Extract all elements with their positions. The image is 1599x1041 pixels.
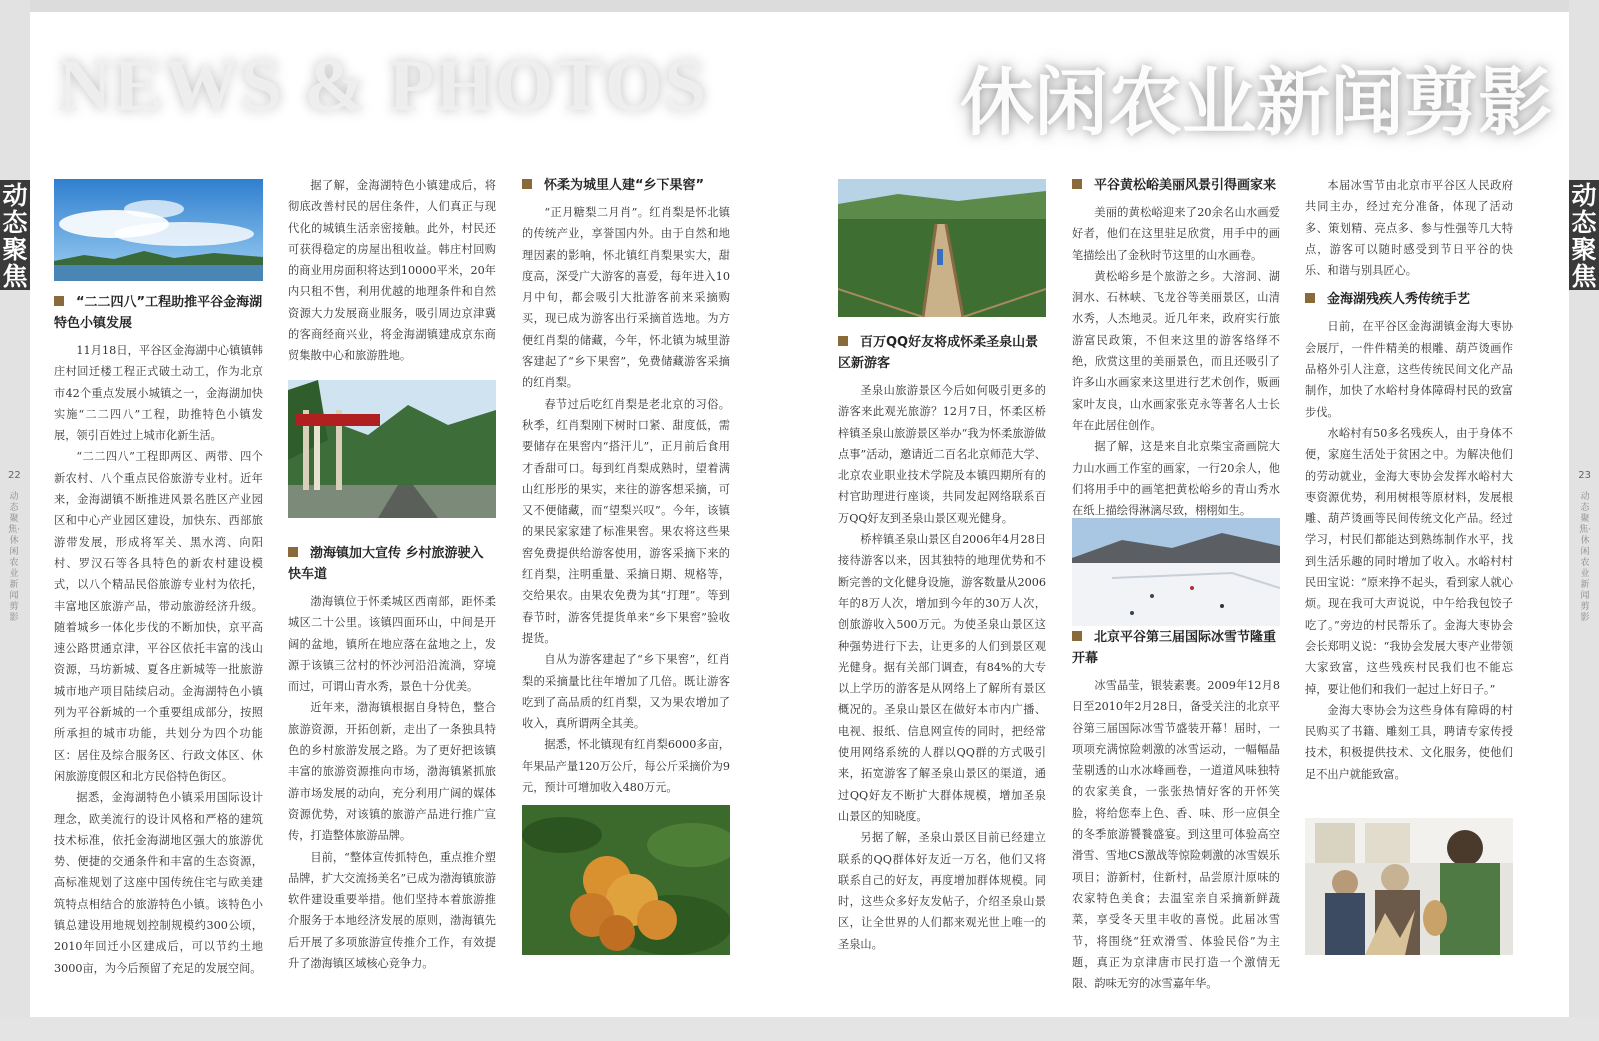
article-paragraph: 日前，在平谷区金海湖镇金海大枣协会展厅，一件件精美的根雕、葫芦烫画作品格外引人注意，这些传统民间文化产品制作，加快了水峪村身体障碍村民的致富步伐。 xyxy=(1305,320,1513,419)
article-paragraph: 桥梓镇圣泉山景区自2006年4月28日接待游客以来，因其独特的地理优势和不断完善的文化健身设施，游客数量从2006年的8万人次，增加到今年的30万人次，创旅游收入500万元。为使圣泉山景区这种强势进行下去，让更多的人们到景区观光健身。据有关部门调查，有84%的大专以上学历的游客是从网络上了解所有景区概况的。圣泉山景区在做好本市内广播、电视、报纸、信息网宣传的同时，把经常使用网络系统的人群以QQ群的方式吸引来，拓宽游客了解圣泉山景区的渠道，通过QQ好友不断扩大群体规模，增加圣泉山景区的知晓度。 xyxy=(838,533,1046,823)
article-paragraph: 自从为游客建起了“乡下果窖”，红肖梨的采摘量比往年增加了几倍。既让游客吃到了高品质的红肖梨，又为果农增加了收入，真所谓两全其美。 xyxy=(522,653,730,731)
article-paragraph: 本届冰雪节由北京市平谷区人民政府共同主办，经过充分准备，体现了活动多、策划精、亮点多、参与性强等几大特点，游客可以随时感受到节日平谷的快乐、和谐与别具匠心。 xyxy=(1305,179,1513,278)
square-bullet-icon xyxy=(522,179,532,189)
article-title-qq: 百万QQ好友将成怀柔圣泉山景区新游客 xyxy=(838,335,1039,371)
running-head-left: 动态聚焦·休闲农业新闻剪影 xyxy=(8,492,20,623)
running-head-right: 动态聚焦·休闲农业新闻剪影 xyxy=(1579,492,1591,623)
page-frame-bottom xyxy=(0,1017,1599,1041)
article-paragraph: 据了解，金海湖特色小镇建成后，将彻底改善村民的居住条件，人们真正与现代化的城镇生活亲密接触。此外，村民还可获得稳定的房屋出租收益。韩庄村回购的商业用房面积将达到10000平米，20年内只租不售，利用优越的地理条件和自然资源大力发展商业服务，吸引周边京津冀的客商经商兴业，将金海湖镇建成京东商贸集散中心和旅游胜地。 xyxy=(288,179,496,363)
article-paragraph: 据悉，金海湖特色小镇采用国际设计理念，欧美流行的设计风格和严格的建筑技术标准，依托金海湖地区强大的旅游优势、便捷的交通条件和丰富的生态资源，高标准规划了这座中国传统住宅与欧美建筑特点相结合的旅游特色小镇。该特色小镇总建设用地规划控制规模约300公顷，2010年回迁小区建成后，可以节约土地3000亩，为今后预留了充足的发展空间。 xyxy=(54,791,263,975)
article-paragraph: 另据了解，圣泉山景区目前已经建立联系的QQ群体好友近一万名，他们又将联系自己的好友，再度增加群体规模。同时，这些众多好友发帖子，介绍圣泉山景区，让全世界的人们都来观光世上唯一的圣泉山。 xyxy=(838,831,1046,951)
article-paragraph: “二二四八”工程即两区、两带、四个新农村、八个重点民俗旅游专业村。近年来，金海湖镇不断推进风景名胜区产业园区和中心产业园区建设，加快东、西部旅游带发展，形成将军关、黑水湾、向阳村、罗汉石等各具特色的新农村建设模式，以八个精品民俗旅游专业村为依托，丰富地区旅游产品，带动旅游经济升级。随着城乡一体化步伐的不断加快，京平高速公路贯通京津，平谷区依托丰富的浅山资源，马坊新城、夏各庄新城等一批旅游城市地产项目陆续启动。金海湖特色小镇列为平谷新城的一个重要组成部分，按照所承担的城市功能，共划分为四个功能区：居住及综合服务区、行政文体区、休闲旅游度假区和北方民俗特色街区。 xyxy=(54,450,263,783)
ski-slope-photo xyxy=(1072,518,1280,626)
article-paragraph: “正月糖梨二月肖”。红肖梨是怀北镇的传统产业，享誉国内外。由于自然和地理因素的影响，怀北镇红肖梨果实大，甜度高，深受广大游客的喜爱，每年进入10月中旬，都会吸引大批游客前来采摘购买，现已成为游客出行采摘首选地。为方便红肖梨的储藏，今年，怀北镇为城里游客建起了“乡下果窖”，免费储藏游客采摘的红肖梨。 xyxy=(522,206,730,390)
section-tab-right: 动态聚焦 xyxy=(1569,180,1599,290)
article-paragraph: 目前，“整体宣传抓特色，重点推介塑品牌，扩大交流扬美名”已成为渤海镇旅游软件建设重要举措。他们坚持本着旅游推介服务于本地经济发展的原则，渤海镇先后开展了多项旅游宣传推介工作，有效提升了渤海镇区域核心竞争力。 xyxy=(288,850,496,971)
square-bullet-icon xyxy=(1072,179,1082,189)
article-paragraph: 春节过后吃红肖梨是老北京的习俗。秋季，红肖梨刚下树时口紧、甜度低，需要储存在果窖内“搭汗儿”，正月前后食用才香甜可口。每到红肖梨成熟时，望着满山红彤彤的果实，来往的游客想采摘，可又不便储藏，而“望梨兴叹”。今年，该镇的果民家家建了标准果窖。果农将这些果窖免费提供给游客使用，游客采摘下来的红肖梨，注明重量、采摘日期、规格等，交给果农。由果农免费为其“打理”。等到春节时，游客凭提货单来“乡下果窖”验收提货。 xyxy=(522,397,730,645)
header-cn-title: 休闲农业新闻剪影 xyxy=(960,63,1552,145)
article-title-icesnow: 北京平谷第三届国际冰雪节隆重开幕 xyxy=(1072,630,1277,666)
article-title-huairou: 怀柔为城里人建“乡下果窖” xyxy=(544,178,705,193)
article-column-2-bottom xyxy=(288,543,496,974)
article-paragraph: 11月18日，平谷区金海湖中心镇镇韩庄村回迁楼工程正式破土动工，作为北京市42个重点发展小城镇之一，金海湖加快实施“二二四八”工程，助推特色小镇发展，领引百姓过上城市化新生活。 xyxy=(54,344,263,443)
square-bullet-icon xyxy=(1072,631,1082,641)
article-title-bohai: 渤海镇加大宣传 乡村旅游驶入快车道 xyxy=(288,546,484,582)
header-en-title: NEWS & PHOTOS xyxy=(58,45,708,127)
article-column-2-top xyxy=(288,175,496,367)
article-title-jinhaihu: “二二四八”工程助推平谷金海湖特色小镇发展 xyxy=(54,295,263,331)
article-paragraph: 据了解，这是来自北京柴宝斋画院大力山水画工作室的画家，一行20余人，他们将用手中的画笔把黄松峪乡的青山秀水在纸上描绘得淋漓尽致，栩栩如生。 xyxy=(1072,440,1280,518)
article-paragraph: 冰雪晶莹，银装素裹。2009年12月8日至2010年2月28日，备受关注的北京平谷第三届国际冰雪节盛装开幕！届时，一项项充满惊险刺激的冰雪运动，一幅幅晶莹剔透的山水冰峰画卷，一道道风味独特的农家美食，一张张热情好客的开怀笑脸，将给您奉上色、香、味、形一应俱全的冬季旅游饕餮盛宴。到这里可体验高空滑雪、雪地CS激战等惊险刺激的冰雪娱乐项目；游新村，住新村，品尝原汁原味的农家特色美食；去温室亲自采摘新鲜蔬菜，享受冬天里丰收的喜悦。此届冰雪节，将围绕“狂欢滑雪、体验民俗”为主题，真正为京津唐市民打造一个激情无限、韵味无穷的冰雪嘉年华。 xyxy=(1072,679,1280,991)
article-title-huangsongyu: 平谷黄松峪美丽风景引得画家来 xyxy=(1094,178,1277,193)
article-column-5-top xyxy=(1072,175,1280,521)
article-heading-jinhaihu xyxy=(54,292,263,334)
article-paragraph: 近年来，渤海镇根据自身特色，整合旅游资源，开拓创新，走出了一条独具特色的乡村旅游发展之路。为了更好把该镇丰富的旅游资源推向市场，渤海镇紧抓旅游市场发展的动向，充分利用广阔的媒体资源优势，对该镇的旅游产品进行推广宣传，打造整体旅游品牌。 xyxy=(288,701,496,843)
craftsmen-photo xyxy=(1305,818,1513,955)
article-column-5-bottom xyxy=(1072,627,1280,994)
article-column-4 xyxy=(838,332,1046,955)
article-paragraph: 美丽的黄松峪迎来了20余名山水画爱好者，他们在这里驻足欣赏，用手中的画笔描绘出了金秋时节这里的山水画卷。 xyxy=(1072,206,1280,262)
article-paragraph: 黄松峪乡是个旅游之乡。大溶洞、湖洞水、石林峡、飞龙谷等美丽景区，山清水秀，人杰地灵。近几年来，政府实行旅游富民政策，不但来这里的游客络绎不绝，欣赏这里的美丽景色，而且还吸引了许多山水画家来这里进行艺术创作，贩画家叶友良，山水画家张克永等著名人士长年在此居住创作。 xyxy=(1072,269,1280,432)
pear-photo xyxy=(522,805,730,955)
article-heading-qq xyxy=(838,332,1046,374)
article-paragraph: 金海大枣协会为这些身体有障碍的村民购买了书籍、雕刻工具，聘请专家传授技术，积极提供技术、文化服务，使他们足不出户就能致富。 xyxy=(1305,703,1513,781)
article-paragraph: 渤海镇位于怀柔城区西南部，距怀柔城区二十公里。该镇四面环山，中间是开阔的盆地，镇所在地应落在盆地之上，发源于该镇三岔村的怀沙河沿沿流淌，穿境而过，可谓山青水秀，景色十分优美。 xyxy=(288,595,496,694)
article-column-6 xyxy=(1305,175,1513,785)
gate-photo xyxy=(288,380,496,518)
article-heading-disabled xyxy=(1305,289,1513,310)
article-heading-huangsongyu xyxy=(1072,175,1280,196)
article-heading-icesnow xyxy=(1072,627,1280,669)
lake-photo xyxy=(54,179,263,281)
article-paragraph: 据悉，怀北镇现有红肖梨6000多亩，年果品产量120万公斤，每公斤采摘价为9元，预计可增加收入480万元。 xyxy=(522,738,730,795)
article-heading-bohai xyxy=(288,543,496,585)
article-paragraph: 水峪村有50多名残疾人，由于身体不便，家庭生活处于贫困之中。为解决他们的劳动就业，金海大枣协会发挥水峪村大枣资源优势，利用树根等原材料，发展根雕、葫芦烫画等民间传统文化产品。经过学习，村民们都能达到熟练制作水平，找到生活乐趣的同时增加了收入。水峪村村民田宝说：“原来挣不起头，看到家人就心烦。现在我可大声说说，中午给我包饺子吃了。”旁边的村民帮乐了。金海大枣协会会长郑明义说：“我协会发展大枣产业带领大家致富，这些残疾村民我们也不能忘掉，要让他们和我们一起过上好日子。” xyxy=(1305,426,1513,696)
square-bullet-icon xyxy=(1305,293,1315,303)
square-bullet-icon xyxy=(54,296,64,306)
article-column-3 xyxy=(522,175,730,798)
page-frame-top xyxy=(0,0,1599,12)
square-bullet-icon xyxy=(838,336,848,346)
section-tab-left: 动态聚焦 xyxy=(0,180,30,290)
article-heading-huairou xyxy=(522,175,730,196)
article-column-1 xyxy=(54,292,263,979)
page-number-left: 22 xyxy=(8,470,21,481)
article-paragraph: 圣泉山旅游景区今后如何吸引更多的游客来此观光旅游？12月7日，怀柔区桥梓镇圣泉山旅游景区举办“我为怀柔旅游做点事”活动，邀请近二百名北京师范大学、北京农业职业技术学院及本镇四期所有的村官助理进行座谈，共同发起网络联系百万QQ好友到圣泉山景区观光健身。 xyxy=(838,384,1046,525)
page-number-right: 23 xyxy=(1578,470,1591,481)
article-title-disabled: 金海湖残疾人秀传统手艺 xyxy=(1327,292,1471,308)
bridge-photo xyxy=(838,179,1046,317)
square-bullet-icon xyxy=(288,547,298,557)
